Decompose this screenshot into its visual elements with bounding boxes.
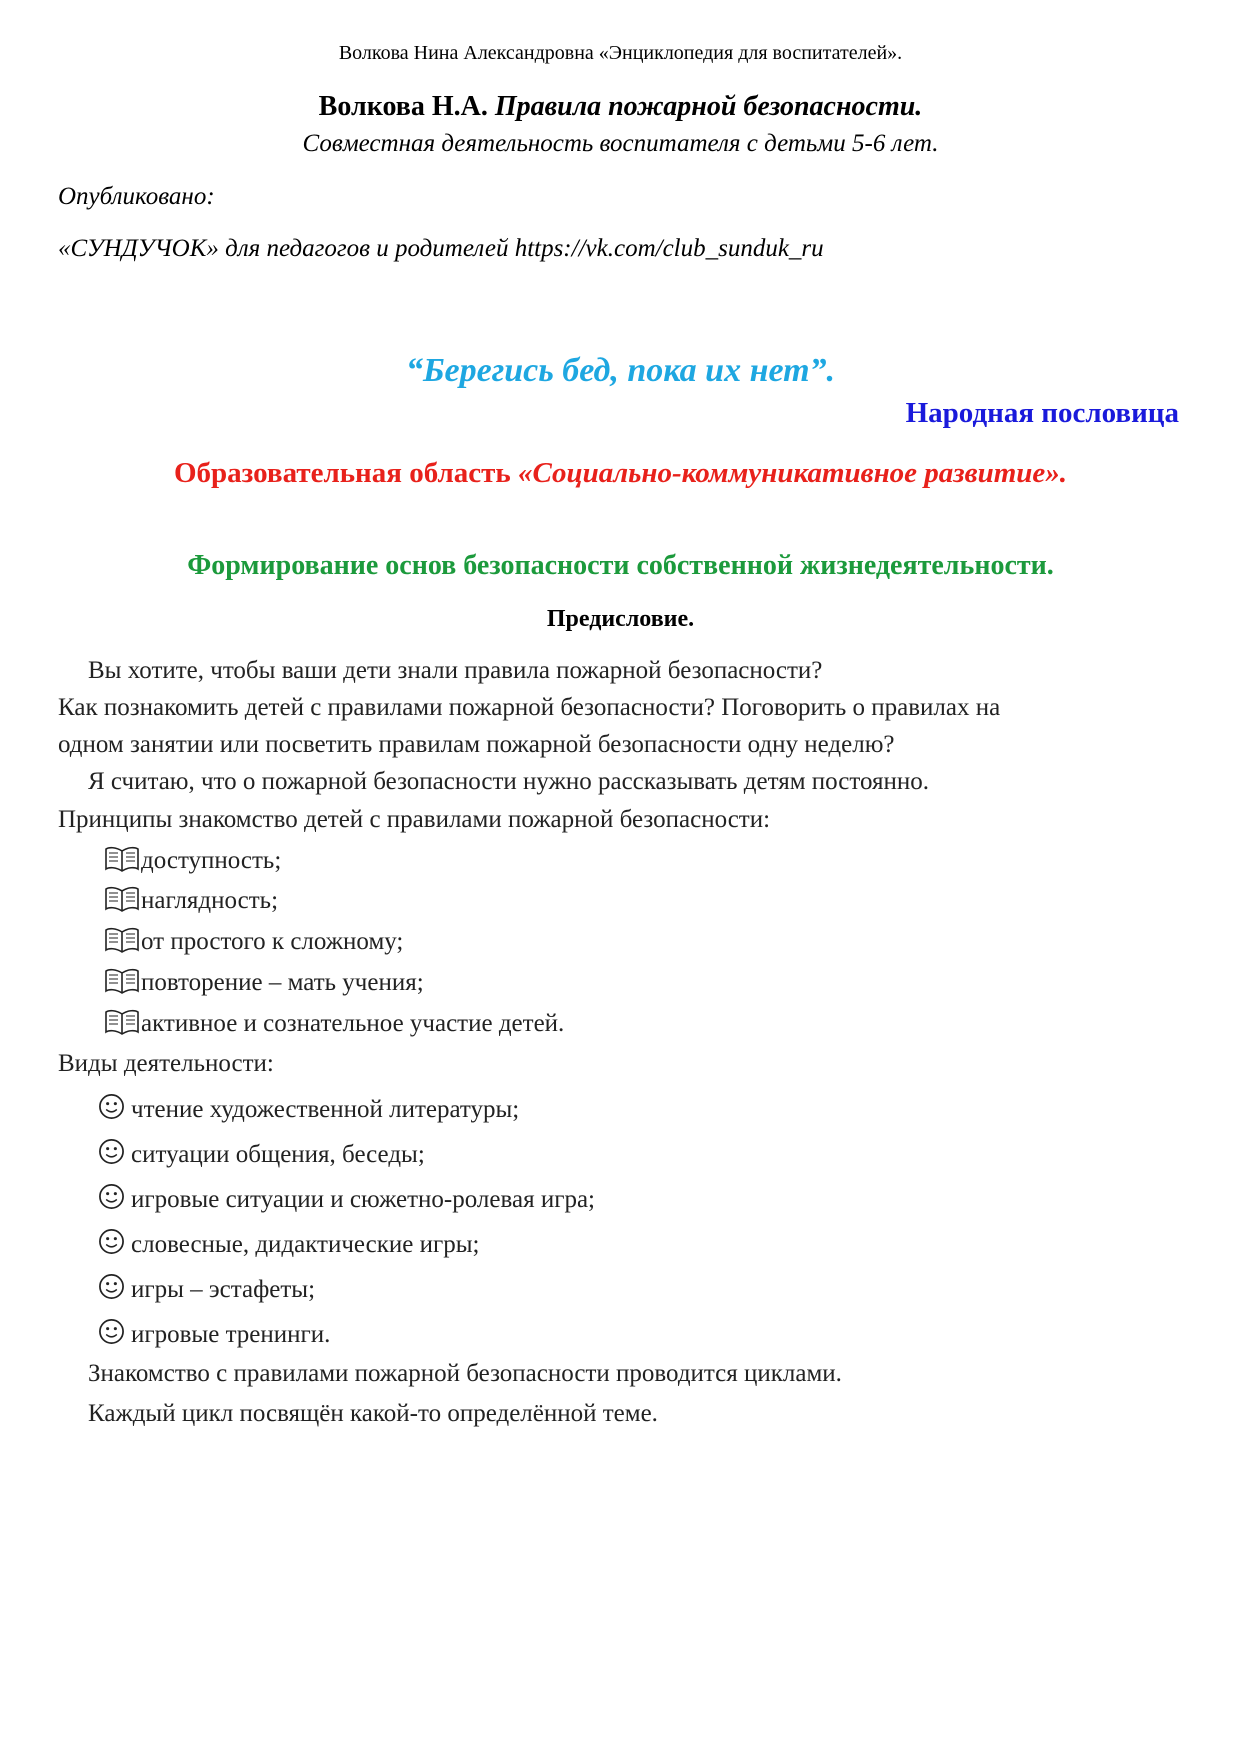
preface-question-2-line-1: Как познакомить детей с правилами пожарной безопасности? Поговорить о правилах на xyxy=(58,694,1001,721)
activity-item xyxy=(98,1318,330,1349)
area-name: «Социально-коммуникативное развитие». xyxy=(517,457,1068,489)
principle-item xyxy=(104,886,278,915)
activity-item xyxy=(98,1273,315,1304)
principle-text: повторение – мать учения; xyxy=(141,969,424,996)
principles-intro: Принципы знакомство детей с правилами пожарной безопасности: xyxy=(58,806,771,833)
smiley-icon xyxy=(98,1138,125,1165)
principle-item xyxy=(104,968,424,997)
subtitle: Совместная деятельность воспитателя с детьми 5-6 лет. xyxy=(302,130,939,157)
activity-item xyxy=(98,1228,480,1259)
principle-item xyxy=(104,1009,564,1038)
formation-heading: Формирование основ безопасности собственной жизнедеятельности. xyxy=(187,550,1054,581)
preface-heading: Предисловие. xyxy=(546,606,695,632)
principle-text: от простого к сложному; xyxy=(141,928,404,955)
running-head: Волкова Нина Александровна «Энциклопедия для воспитателей». xyxy=(338,42,903,64)
activity-item xyxy=(98,1093,519,1124)
activity-text: игровые ситуации и сюжетно-ролевая игра; xyxy=(131,1186,595,1213)
activities-intro: Виды деятельности: xyxy=(58,1050,274,1077)
activity-item xyxy=(98,1183,595,1214)
publication-label: Опубликовано: xyxy=(58,183,215,210)
preface-question-1: Вы хотите, чтобы ваши дети знали правила пожарной безопасности? xyxy=(88,657,823,684)
smiley-icon xyxy=(98,1273,125,1300)
author-name: Волкова Н.А. xyxy=(318,91,495,122)
epigraph-attribution: Народная пословица xyxy=(905,397,1179,429)
area-prefix: Образовательная область xyxy=(173,457,518,489)
preface-opinion: Я считаю, что о пожарной безопасности нужно рассказывать детям постоянно. xyxy=(88,768,930,795)
closing-paragraph-2: Каждый цикл посвящён какой-то определённой теме. xyxy=(88,1400,658,1427)
book-icon xyxy=(104,968,140,994)
principle-item xyxy=(104,846,281,875)
preface-question-2-line-2: одном занятии или посветить правилам пожарной безопасности одну неделю? xyxy=(58,731,895,758)
smiley-icon xyxy=(98,1228,125,1255)
epigraph-quote: “Берегись бед, пока их нет”. xyxy=(405,352,836,389)
smiley-icon xyxy=(98,1318,125,1345)
activity-item xyxy=(98,1138,425,1169)
activity-text: словесные, дидактические игры; xyxy=(131,1231,480,1258)
principle-item xyxy=(104,927,403,956)
educational-area-heading xyxy=(0,457,1241,490)
document-title xyxy=(0,91,1241,123)
principle-text: наглядность; xyxy=(141,887,279,914)
smiley-icon xyxy=(98,1093,125,1120)
title-text: Правила пожарной безопасности. xyxy=(494,91,923,122)
book-icon xyxy=(104,846,140,872)
activity-text: чтение художественной литературы; xyxy=(131,1096,520,1123)
book-icon xyxy=(104,927,140,953)
activity-text: игры – эстафеты; xyxy=(131,1276,316,1303)
smiley-icon xyxy=(98,1183,125,1210)
activity-text: игровые тренинги. xyxy=(131,1321,331,1348)
book-icon xyxy=(104,1009,140,1035)
activity-text: ситуации общения, беседы; xyxy=(131,1141,425,1168)
principle-text: активное и сознательное участие детей. xyxy=(141,1010,565,1037)
closing-paragraph-1: Знакомство с правилами пожарной безопасности проводится циклами. xyxy=(88,1360,842,1387)
principle-text: доступность; xyxy=(141,847,282,874)
book-icon xyxy=(104,886,140,912)
publication-source: «СУНДУЧОК» для педагогов и родителей https://vk.com/club_sunduk_ru xyxy=(58,235,824,262)
